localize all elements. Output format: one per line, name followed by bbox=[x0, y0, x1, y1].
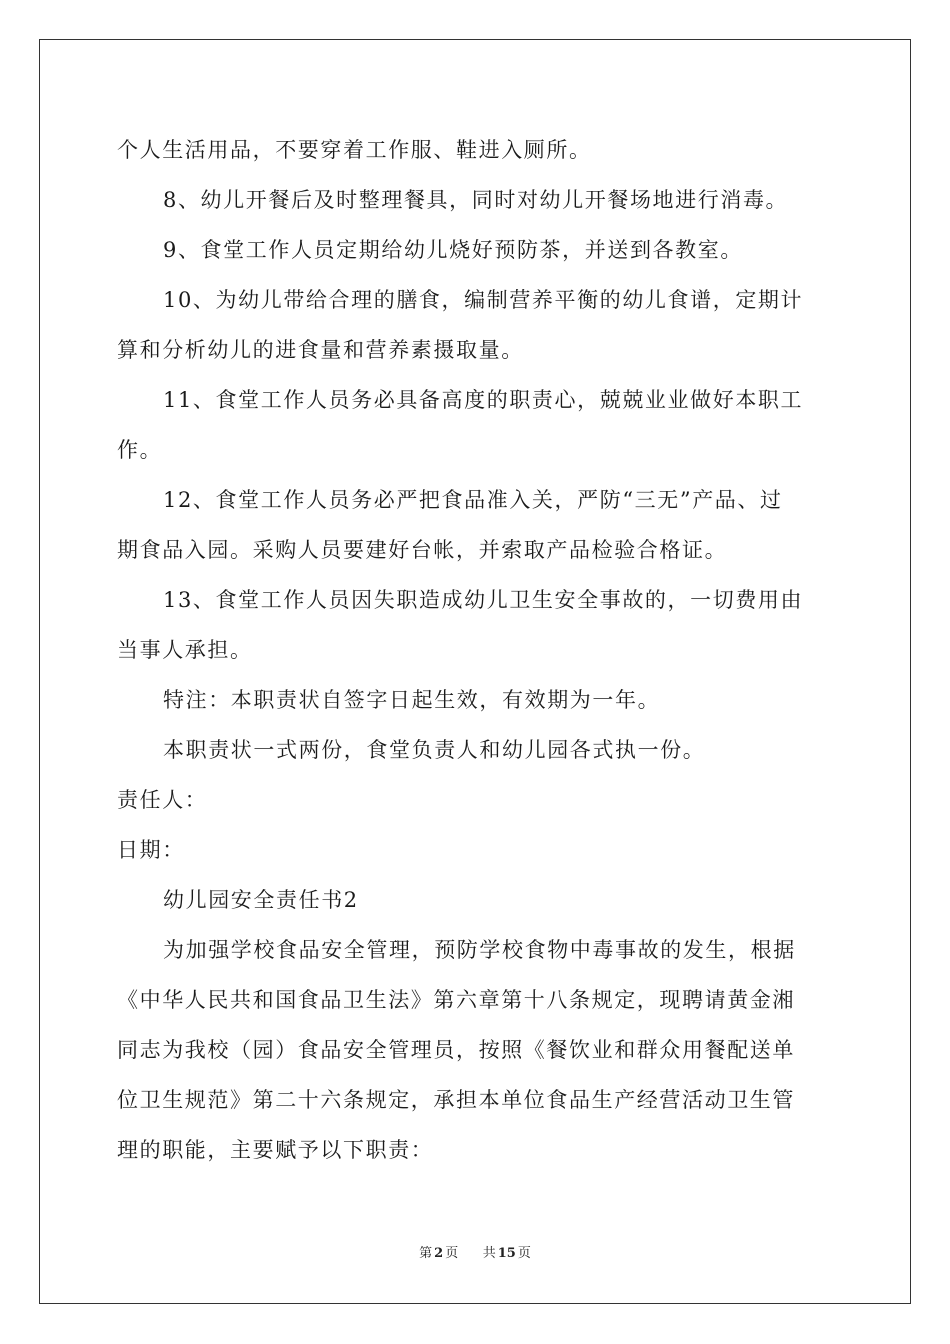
text-line: 本职责状一式两份，食堂负责人和幼儿园各式执一份。 bbox=[163, 738, 706, 762]
text-line: 理的职能，主要赋予以下职责： bbox=[117, 1138, 434, 1162]
text-line: 当事人承担。 bbox=[117, 638, 253, 662]
text-line: 11、食堂工作人员务必具备高度的职责心，兢兢业业做好本职工 bbox=[163, 388, 804, 412]
date-label: 日期： bbox=[117, 838, 185, 862]
text-line: 作。 bbox=[117, 438, 163, 462]
page-number: 第 2 页 bbox=[419, 1246, 459, 1261]
page-total: 共 15 页 bbox=[482, 1246, 531, 1261]
text-line: 8、幼儿开餐后及时整理餐具，同时对幼儿开餐场地进行消毒。 bbox=[163, 188, 789, 212]
text-line: 算和分析幼儿的进食量和营养素摄取量。 bbox=[117, 338, 524, 362]
signature-label: 责任人： bbox=[117, 788, 208, 812]
text-line: 为加强学校食品安全管理，预防学校食物中毒事故的发生，根据 bbox=[163, 938, 796, 962]
text-line: 13、食堂工作人员因失职造成幼儿卫生安全事故的，一切费用由 bbox=[163, 588, 804, 612]
page-footer bbox=[0, 1242, 950, 1261]
text-line: 同志为我校（园）食品安全管理员，按照《餐饮业和群众用餐配送单 bbox=[117, 1038, 795, 1062]
text-line: 《中华人民共和国食品卫生法》第六章第十八条规定，现聘请黄金湘 bbox=[117, 988, 795, 1012]
text-line: 10、为幼儿带给合理的膳食，编制营养平衡的幼儿食谱，定期计 bbox=[163, 288, 804, 312]
text-line: 特注：本职责状自签字日起生效，有效期为一年。 bbox=[163, 688, 661, 712]
text-line: 9、食堂工作人员定期给幼儿烧好预防茶，并送到各教室。 bbox=[163, 238, 743, 262]
text-line: 个人生活用品，不要穿着工作服、鞋进入厕所。 bbox=[117, 138, 592, 162]
page-frame bbox=[39, 39, 911, 1304]
section-title: 幼儿园安全责任书2 bbox=[163, 888, 359, 912]
text-line: 位卫生规范》第二十六条规定，承担本单位食品生产经营活动卫生管 bbox=[117, 1088, 795, 1112]
text-line: 期食品入园。采购人员要建好台帐，并索取产品检验合格证。 bbox=[117, 538, 728, 562]
text-line: 12、食堂工作人员务必严把食品准入关，严防“三无”产品、过 bbox=[163, 488, 783, 512]
